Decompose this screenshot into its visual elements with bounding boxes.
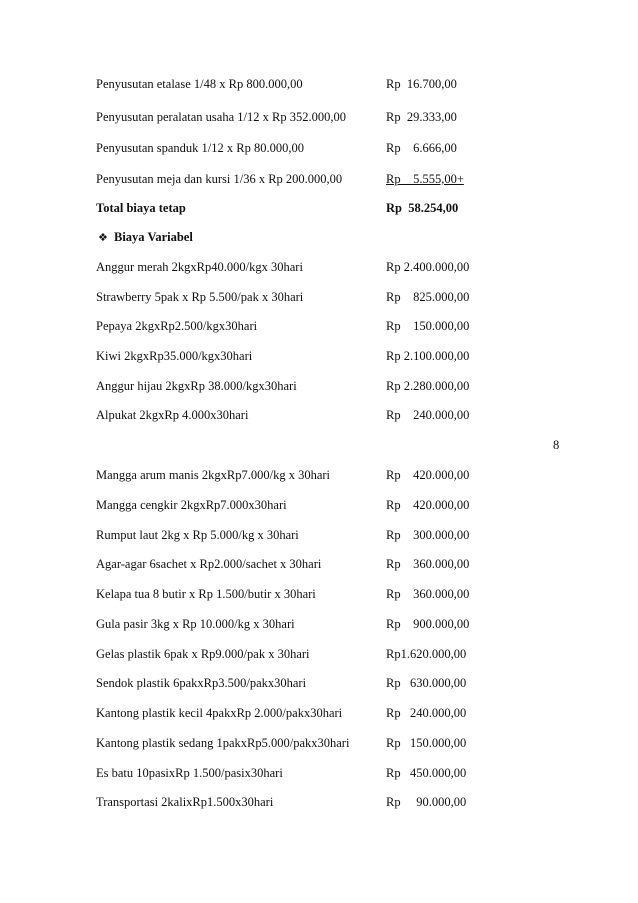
variable-cost-heading <box>98 228 193 246</box>
variable-cost-row <box>96 496 516 514</box>
variable-cost-row <box>96 555 516 573</box>
cost-description: Mangga cengkir 2kgxRp7.000x30hari <box>96 498 287 512</box>
cost-description: Kantong plastik kecil 4pakxRp 2.000/pakx30hari <box>96 706 343 720</box>
cost-description: Kelapa tua 8 butir x Rp 1.500/butir x 30hari <box>96 587 316 601</box>
cost-amount: Rp 900.000,00 <box>386 617 470 631</box>
cost-amount: Rp 240.000,00 <box>386 408 470 422</box>
variable-cost-row <box>96 734 516 752</box>
cost-amount: Rp 825.000,00 <box>386 290 470 304</box>
cost-description: Kiwi 2kgxRp35.000/kgx30hari <box>96 349 253 363</box>
variable-cost-row <box>96 793 516 811</box>
cost-description: Pepaya 2kgxRp2.500/kgx30hari <box>96 319 258 333</box>
variable-cost-row <box>96 288 516 306</box>
variable-cost-row <box>96 406 516 424</box>
variable-cost-row <box>96 704 516 722</box>
cost-amount: Rp 420.000,00 <box>386 468 470 482</box>
heading-label: Biaya Variabel <box>114 230 193 244</box>
variable-cost-row <box>96 526 516 544</box>
total-label: Total biaya tetap <box>96 201 186 215</box>
cost-description: Strawberry 5pak x Rp 5.500/pak x 30hari <box>96 290 304 304</box>
fixed-cost-row <box>96 170 516 188</box>
variable-cost-row <box>96 615 516 633</box>
cost-description: Alpukat 2kgxRp 4.000x30hari <box>96 408 249 422</box>
cost-amount: Rp1.620.000,00 <box>386 647 467 661</box>
cost-amount: Rp 6.666,00 <box>386 141 457 155</box>
variable-cost-row <box>96 585 516 603</box>
variable-cost-row <box>96 674 516 692</box>
cost-description: Kantong plastik sedang 1pakxRp5.000/pakx30hari <box>96 736 350 750</box>
cost-description: Es batu 10pasixRp 1.500/pasix30hari <box>96 766 283 780</box>
variable-cost-row <box>96 347 516 365</box>
cost-amount: Rp 150.000,00 <box>386 736 467 750</box>
variable-cost-row <box>96 377 516 395</box>
variable-cost-row <box>96 466 516 484</box>
page-number: 8 <box>553 438 560 452</box>
variable-cost-row <box>96 317 516 335</box>
cost-description: Rumput laut 2kg x Rp 5.000/kg x 30hari <box>96 528 299 542</box>
cost-description: Agar-agar 6sachet x Rp2.000/sachet x 30hari <box>96 557 322 571</box>
cost-amount: Rp 16.700,00 <box>386 77 457 91</box>
cost-description: Penyusutan spanduk 1/12 x Rp 80.000,00 <box>96 141 304 155</box>
variable-cost-row <box>96 258 516 276</box>
cost-amount: Rp 150.000,00 <box>386 319 470 333</box>
cost-amount: Rp 29.333,00 <box>386 110 457 124</box>
cost-description: Transportasi 2kalixRp1.500x30hari <box>96 795 274 809</box>
cost-amount: Rp 2.400.000,00 <box>386 260 470 274</box>
cost-amount: Rp 90.000,00 <box>386 795 467 809</box>
variable-cost-row <box>96 645 516 663</box>
diamond-bullet-icon: ❖ <box>98 231 108 244</box>
cost-description: Anggur hijau 2kgxRp 38.000/kgx30hari <box>96 379 297 393</box>
cost-amount: Rp 240.000,00 <box>386 706 467 720</box>
cost-description: Anggur merah 2kgxRp40.000/kgx 30hari <box>96 260 303 274</box>
cost-description: Penyusutan meja dan kursi 1/36 x Rp 200.000,00 <box>96 172 343 186</box>
cost-amount: Rp 300.000,00 <box>386 528 470 542</box>
cost-amount: Rp 420.000,00 <box>386 498 470 512</box>
total-amount: Rp 58.254,00 <box>386 201 459 215</box>
cost-description: Penyusutan peralatan usaha 1/12 x Rp 352.000,00 <box>96 110 346 124</box>
cost-description: Gelas plastik 6pak x Rp9.000/pak x 30hari <box>96 647 310 661</box>
variable-cost-row <box>96 764 516 782</box>
cost-description: Mangga arum manis 2kgxRp7.000/kg x 30hari <box>96 468 330 482</box>
cost-description: Penyusutan etalase 1/48 x Rp 800.000,00 <box>96 77 303 91</box>
fixed-cost-row <box>96 108 516 126</box>
cost-amount: Rp 360.000,00 <box>386 557 470 571</box>
cost-description: Gula pasir 3kg x Rp 10.000/kg x 30hari <box>96 617 295 631</box>
cost-amount: Rp 360.000,00 <box>386 587 470 601</box>
cost-amount: Rp 5.555,00+ <box>386 172 464 186</box>
cost-amount: Rp 2.280.000,00 <box>386 379 470 393</box>
cost-amount: Rp 630.000,00 <box>386 676 467 690</box>
fixed-cost-row <box>96 139 516 157</box>
total-fixed-row <box>96 199 516 217</box>
fixed-cost-row <box>96 75 516 93</box>
cost-description: Sendok plastik 6pakxRp3.500/pakx30hari <box>96 676 307 690</box>
cost-amount: Rp 450.000,00 <box>386 766 467 780</box>
cost-amount: Rp 2.100.000,00 <box>386 349 470 363</box>
